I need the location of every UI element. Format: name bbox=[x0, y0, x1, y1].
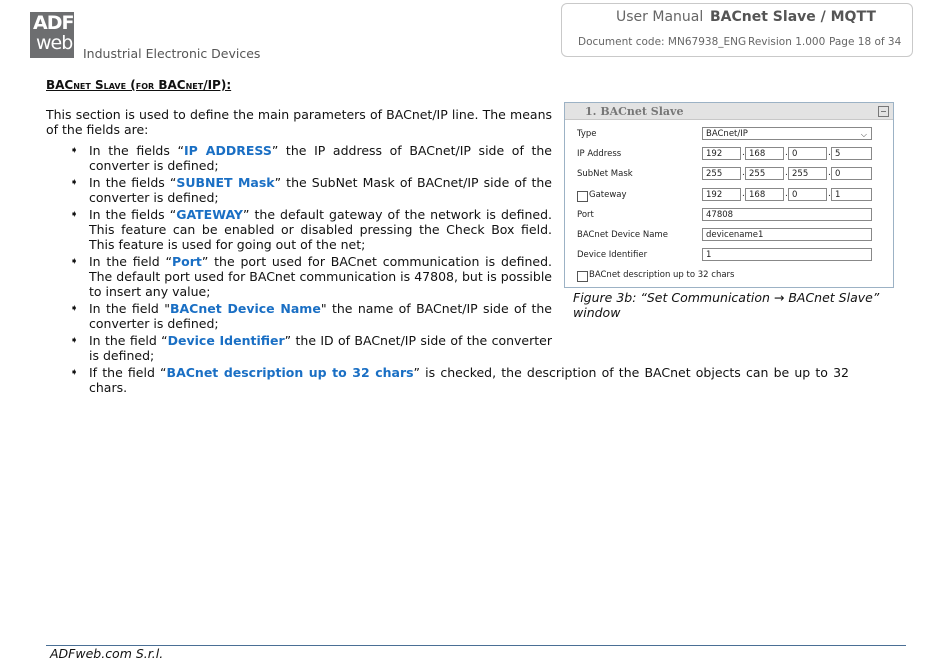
logo-text-top: ADF bbox=[33, 12, 74, 34]
list-item: ➧ In the fields “IP ADDRESS” the IP address of BACnet/IP side of the converter is defined; bbox=[70, 143, 552, 173]
revision: Revision 1.000 bbox=[748, 36, 826, 48]
gateway-octet-1-input[interactable]: 192 bbox=[702, 188, 741, 201]
mask-octet-2-input[interactable]: 255 bbox=[745, 167, 784, 180]
bullet-arrow-icon: ➧ bbox=[70, 256, 79, 267]
panel-title: 1. BACnet Slave bbox=[585, 105, 684, 118]
port-label: Port bbox=[577, 210, 594, 220]
bullet-arrow-icon: ➧ bbox=[70, 335, 79, 346]
gateway-octet-3-input[interactable]: 0 bbox=[788, 188, 827, 201]
figure-caption: Figure 3b: “Set Communication → BACnet Slave” window bbox=[573, 290, 880, 320]
gateway-label: Gateway bbox=[589, 190, 627, 200]
page-number: Page 18 of 34 bbox=[829, 36, 902, 48]
bullet-arrow-icon: ➧ bbox=[70, 145, 79, 156]
type-label: Type bbox=[577, 129, 597, 139]
ip-octet-4-input[interactable]: 5 bbox=[831, 147, 872, 160]
chevron-down-icon: ⌵ bbox=[860, 130, 867, 139]
mask-octet-4-input[interactable]: 0 bbox=[831, 167, 872, 180]
document-header-box bbox=[561, 3, 913, 57]
subnet-mask-label: SubNet Mask bbox=[577, 169, 633, 179]
list-item: ➧ In the field “Port” the port used for BACnet communication is defined. The default port used for BACnet communication is 47808, but is possible to insert any value; bbox=[70, 254, 552, 299]
gateway-octet-4-input[interactable]: 1 bbox=[831, 188, 872, 201]
company-tagline: Industrial Electronic Devices bbox=[83, 46, 261, 61]
ip-octet-2-input[interactable]: 168 bbox=[745, 147, 784, 160]
device-name-input[interactable]: devicename1 bbox=[702, 228, 872, 241]
minimize-icon[interactable] bbox=[878, 106, 889, 117]
product-title: BACnet Slave / MQTT bbox=[710, 9, 876, 25]
footer-divider bbox=[46, 645, 906, 646]
bullet-arrow-icon: ➧ bbox=[70, 303, 79, 314]
device-identifier-input[interactable]: 1 bbox=[702, 248, 872, 261]
ip-address-label: IP Address bbox=[577, 149, 622, 159]
ip-octet-3-input[interactable]: 0 bbox=[788, 147, 827, 160]
device-identifier-label: Device Identifier bbox=[577, 250, 648, 260]
list-item: ➧ In the fields “GATEWAY” the default gateway of the network is defined. This feature can be enabled or disabled pressing the Check Box field. This feature is used for going out of the net; bbox=[70, 207, 552, 252]
port-input[interactable]: 47808 bbox=[702, 208, 872, 221]
bullet-arrow-icon: ➧ bbox=[70, 209, 79, 220]
panel-header bbox=[565, 103, 893, 120]
mask-octet-1-input[interactable]: 255 bbox=[702, 167, 741, 180]
bullet-arrow-icon: ➧ bbox=[70, 177, 79, 188]
list-item: ➧ If the field “BACnet description up to 32 chars” is checked, the description of the BACnet objects can be up to 32 chars. bbox=[70, 365, 850, 395]
adfweb-logo bbox=[30, 12, 74, 58]
description-32-chars-label: BACnet description up to 32 chars bbox=[589, 270, 735, 280]
mask-octet-3-input[interactable]: 255 bbox=[788, 167, 827, 180]
footer-company: ADFweb.com S.r.l. bbox=[50, 646, 164, 661]
type-select[interactable]: BACnet/IP ⌵ bbox=[702, 127, 872, 140]
ip-octet-1-input[interactable]: 192 bbox=[702, 147, 741, 160]
list-item: ➧ In the field "BACnet Device Name" the name of BACnet/IP side of the converter is defined; bbox=[70, 301, 552, 331]
manual-label: User Manual bbox=[616, 9, 704, 25]
bacnet-slave-panel: 1. BACnet Slave Type BACnet/IP ⌵ IP Address 192 . 168 . 0 . 5 SubNet Mask 255 . 255 . 255 . 0 Gateway 192 . 168 . 0 . 1 Port 47808 BACnet Device Name devicename1 Device Identifier 1 BACnet description up to 32 chars bbox=[564, 102, 894, 288]
device-name-label: BACnet Device Name bbox=[577, 230, 668, 240]
intro-paragraph: This section is used to define the main parameters of BACnet/IP line. The means of the fields are: bbox=[46, 107, 552, 137]
document-code: Document code: MN67938_ENG bbox=[578, 36, 747, 48]
list-item: ➧ In the fields “SUBNET Mask” the SubNet Mask of BACnet/IP side of the converter is defined; bbox=[70, 175, 552, 205]
gateway-checkbox[interactable] bbox=[577, 191, 588, 202]
bullet-arrow-icon: ➧ bbox=[70, 367, 79, 378]
logo-text-bottom: web bbox=[36, 32, 73, 54]
description-32-chars-checkbox[interactable] bbox=[577, 271, 588, 282]
gateway-octet-2-input[interactable]: 168 bbox=[745, 188, 784, 201]
section-heading: BACnet Slave (for BACnet/IP): bbox=[46, 78, 232, 92]
list-item: ➧ In the field “Device Identifier” the ID of BACnet/IP side of the converter is defined; bbox=[70, 333, 552, 363]
